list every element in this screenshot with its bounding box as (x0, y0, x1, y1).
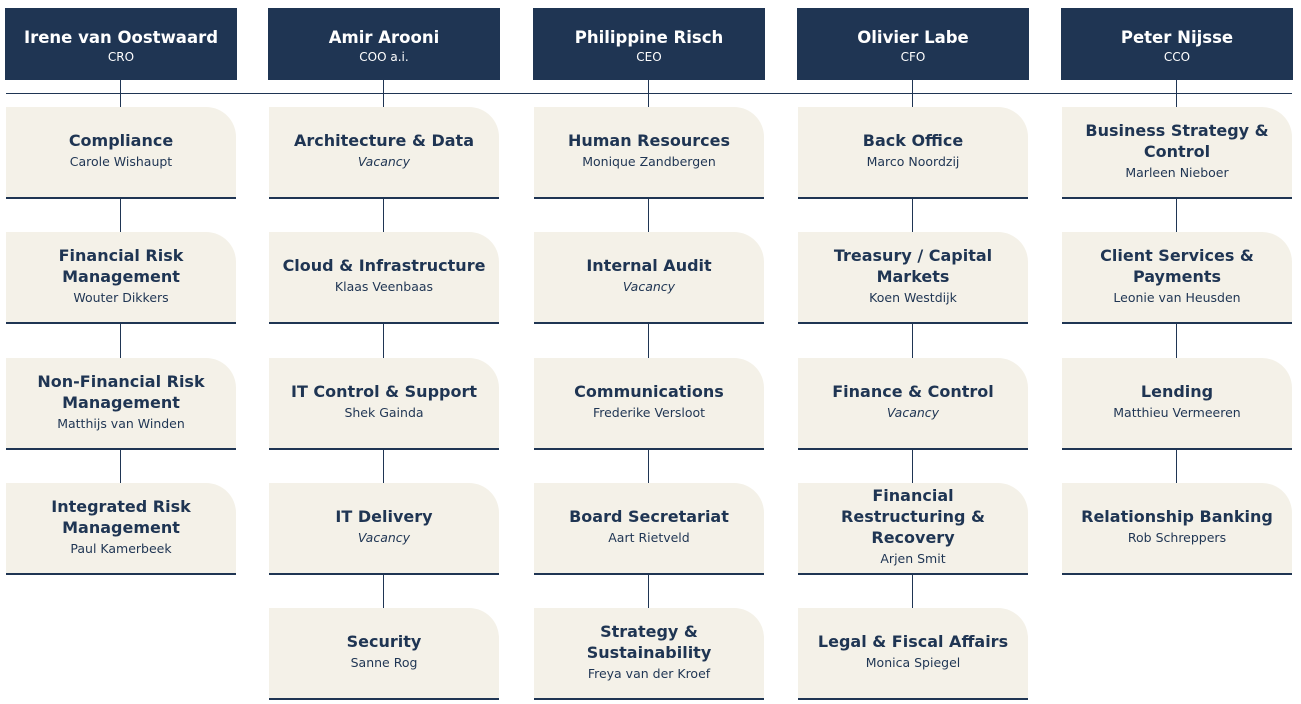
department-head: Vacancy (886, 405, 940, 420)
department-name: Legal & Fiscal Affairs (817, 632, 1009, 651)
department-head: Carole Wishaupt (69, 154, 173, 169)
department-box (269, 358, 499, 450)
connector-line (1176, 80, 1177, 107)
department-head: Rob Schreppers (1127, 530, 1227, 545)
executive-title: CCO (1163, 50, 1191, 64)
department-name: Integrated Risk Management (51, 496, 191, 537)
executive-title: CRO (107, 50, 135, 64)
connector-line (383, 575, 384, 608)
department-name: Relationship Banking (1081, 507, 1273, 526)
department-name: Financial Restructuring & Recovery (841, 486, 985, 547)
department-head: Leonie van Heusden (1113, 289, 1241, 305)
department-head: Freya van der Kroef (587, 665, 711, 681)
department-box (6, 483, 236, 575)
department-box (534, 232, 764, 324)
org-column-ceo (533, 0, 765, 704)
executive-name: Peter Nijsse (1120, 28, 1234, 47)
connector-line (912, 575, 913, 608)
department-box (6, 358, 236, 450)
department-name: Communications (574, 382, 724, 401)
connector-line (120, 324, 121, 358)
executive-name: Amir Arooni (328, 28, 440, 47)
department-head: Vacancy (622, 279, 676, 294)
executive-box (533, 8, 765, 80)
department-name: Architecture & Data (293, 131, 474, 150)
department-name: Strategy & Sustainability (586, 621, 712, 662)
connector-line (912, 450, 913, 483)
executive-box (268, 8, 500, 80)
connector-line (648, 80, 649, 107)
connector-line (383, 199, 384, 232)
department-head: Arjen Smit (880, 551, 946, 566)
connector-line (1176, 199, 1177, 232)
connector-line (648, 324, 649, 358)
executive-name: Philippine Risch (574, 28, 724, 47)
connector-line (912, 199, 913, 232)
connector-line (648, 199, 649, 232)
department-box (534, 107, 764, 199)
department-box (1062, 232, 1292, 324)
department-head: Matthieu Vermeeren (1113, 405, 1241, 420)
department-name: Business Strategy & Control (1085, 120, 1269, 161)
executive-title: CFO (900, 50, 926, 64)
department-box (269, 107, 499, 199)
department-box (269, 483, 499, 575)
connector-line (120, 450, 121, 483)
department-head: Aart Rietveld (608, 530, 690, 545)
department-box (269, 608, 499, 700)
department-name: Security (346, 632, 422, 651)
department-name: IT Control & Support (290, 382, 478, 401)
department-head: Shek Gainda (344, 405, 424, 420)
department-head: Marco Noordzij (866, 154, 960, 169)
executive-name: Olivier Labe (857, 28, 969, 47)
connector-line (383, 80, 384, 107)
connector-line (1176, 324, 1177, 358)
department-box (6, 232, 236, 324)
department-box (6, 107, 236, 199)
department-head: Klaas Veenbaas (334, 279, 434, 294)
department-name: Treasury / Capital Markets (833, 245, 993, 286)
connector-line (648, 450, 649, 483)
department-box (798, 358, 1028, 450)
department-head: Paul Kamerbeek (70, 540, 172, 556)
connector-line (912, 80, 913, 107)
department-name: Board Secretariat (569, 507, 729, 526)
department-name: IT Delivery (335, 507, 433, 526)
department-box (798, 608, 1028, 700)
executive-title: CEO (636, 50, 662, 64)
department-head: Koen Westdijk (869, 289, 957, 305)
department-box (534, 483, 764, 575)
department-box (798, 107, 1028, 199)
executive-box (797, 8, 1029, 80)
department-head: Frederike Versloot (592, 405, 706, 420)
connector-line (912, 324, 913, 358)
department-head: Vacancy (357, 154, 411, 169)
org-column-cco (1061, 0, 1293, 704)
department-box (534, 608, 764, 700)
executive-title: COO a.i. (359, 50, 409, 64)
department-name: Cloud & Infrastructure (282, 256, 486, 275)
department-name: Lending (1140, 382, 1214, 401)
department-box (1062, 107, 1292, 199)
executive-name: Irene van Oostwaard (23, 28, 219, 47)
department-box (798, 232, 1028, 324)
org-column-coo (268, 0, 500, 704)
department-name: Finance & Control (832, 382, 994, 401)
connector-line (383, 450, 384, 483)
department-name: Financial Risk Management (58, 245, 184, 286)
department-head: Matthijs van Winden (57, 415, 185, 431)
executive-box (1061, 8, 1293, 80)
department-name: Client Services & Payments (1100, 245, 1254, 286)
department-name: Back Office (862, 131, 964, 150)
connector-line (120, 80, 121, 107)
connector-line (648, 575, 649, 608)
connector-line (1176, 450, 1177, 483)
org-column-cro (5, 0, 237, 704)
department-box (1062, 358, 1292, 450)
department-head: Wouter Dikkers (73, 289, 169, 305)
department-head: Monique Zandbergen (582, 154, 716, 169)
connector-line (120, 199, 121, 232)
department-box (269, 232, 499, 324)
department-head: Marleen Nieboer (1125, 164, 1229, 180)
department-head: Vacancy (357, 530, 411, 545)
department-name: Compliance (68, 131, 174, 150)
department-box (534, 358, 764, 450)
department-box (1062, 483, 1292, 575)
department-name: Human Resources (567, 131, 731, 150)
department-box (798, 483, 1028, 575)
executive-box (5, 8, 237, 80)
connector-line (383, 324, 384, 358)
org-column-cfo (797, 0, 1029, 704)
department-head: Monica Spiegel (865, 655, 961, 670)
department-head: Sanne Rog (350, 655, 418, 670)
department-name: Non-Financial Risk Management (37, 371, 205, 412)
department-name: Internal Audit (586, 256, 712, 275)
